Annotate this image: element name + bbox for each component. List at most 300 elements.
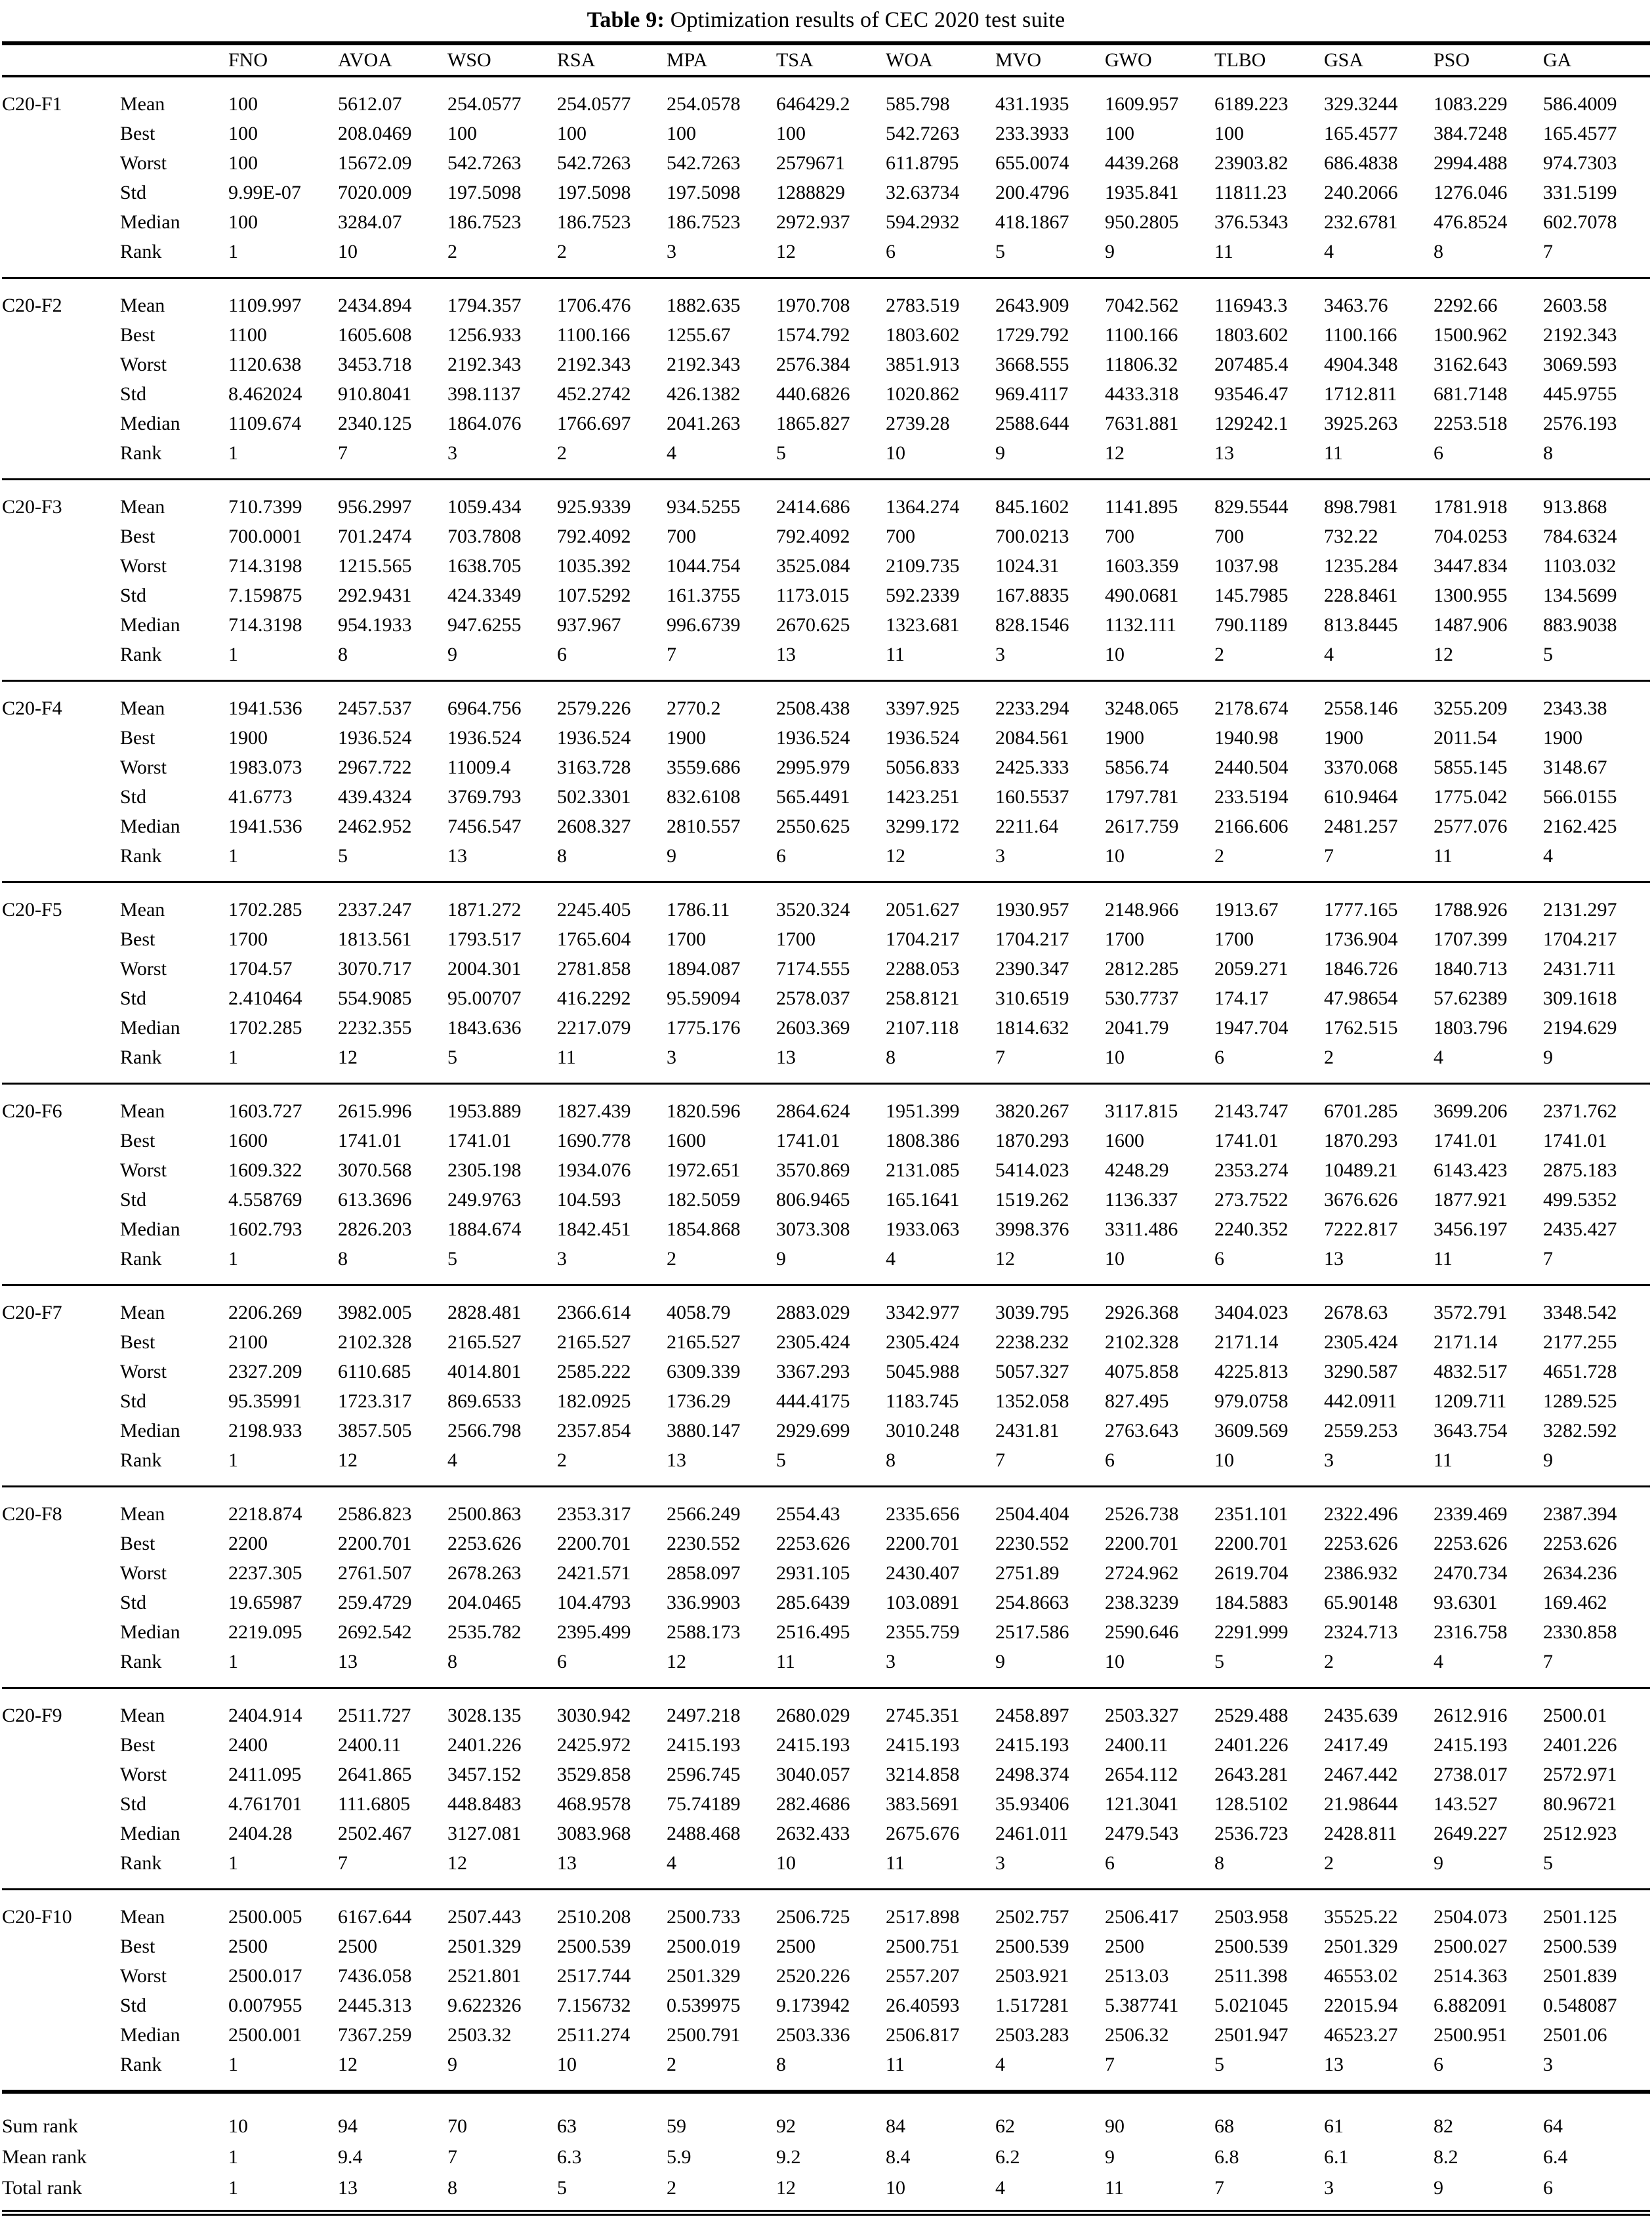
value-cell: 2401.226 xyxy=(1214,1734,1289,1756)
summary-value-cell: 84 xyxy=(886,2115,905,2137)
value-cell: 439.4324 xyxy=(338,786,412,808)
rank-cell: 8 xyxy=(886,1047,896,1068)
value-cell: 2617.759 xyxy=(1105,816,1179,837)
value-cell: 2588.644 xyxy=(995,413,1069,434)
value-cell: 1603.359 xyxy=(1105,555,1179,577)
table-row xyxy=(2,1730,1650,1760)
value-cell: 2200.701 xyxy=(338,1533,412,1554)
value-cell: 104.4793 xyxy=(557,1592,631,1613)
function-group-c20-f9 xyxy=(2,1688,1650,1890)
value-cell: 1741.01 xyxy=(447,1130,512,1151)
value-cell: 169.462 xyxy=(1543,1592,1607,1613)
table-row xyxy=(2,1185,1650,1214)
value-cell: 285.6439 xyxy=(776,1592,850,1613)
rank-cell: 1 xyxy=(228,845,238,867)
value-cell: 3456.197 xyxy=(1434,1218,1508,1240)
value-cell: 2500.005 xyxy=(228,1906,302,1928)
rank-cell: 11 xyxy=(886,1852,905,1874)
value-cell: 2649.227 xyxy=(1434,1823,1508,1844)
value-cell: 2102.328 xyxy=(338,1331,412,1353)
value-cell: 95.59094 xyxy=(667,987,741,1009)
table-row xyxy=(2,278,1650,321)
value-cell: 784.6324 xyxy=(1543,526,1617,547)
stat-label: Std xyxy=(120,383,147,405)
value-cell: 7042.562 xyxy=(1105,295,1179,316)
value-cell: 1209.711 xyxy=(1434,1390,1507,1412)
rank-cell: 13 xyxy=(667,1449,686,1471)
stat-label: Median xyxy=(120,2024,180,2046)
stat-label: Worst xyxy=(120,757,167,778)
value-cell: 4014.801 xyxy=(447,1361,522,1382)
rank-cell: 2 xyxy=(557,241,567,262)
value-cell: 2500.863 xyxy=(447,1503,522,1525)
value-cell: 2253.626 xyxy=(1543,1533,1617,1554)
value-cell: 792.4092 xyxy=(776,526,850,547)
value-cell: 5.387741 xyxy=(1105,1995,1179,2016)
value-cell: 2603.58 xyxy=(1543,295,1607,316)
value-cell: 2481.257 xyxy=(1324,816,1398,837)
value-cell: 5855.145 xyxy=(1434,757,1508,778)
value-cell: 1103.032 xyxy=(1543,555,1617,577)
stat-label: Median xyxy=(120,1621,180,1643)
rank-cell: 11 xyxy=(1434,1449,1453,1471)
value-cell: 2643.281 xyxy=(1214,1764,1289,1785)
value-cell: 2577.076 xyxy=(1434,816,1508,837)
rank-cell: 12 xyxy=(338,2054,358,2075)
rank-cell: 1 xyxy=(228,1449,238,1471)
value-cell: 950.2805 xyxy=(1105,211,1179,233)
value-cell: 2507.443 xyxy=(447,1906,522,1928)
function-group-c20-f1 xyxy=(2,76,1650,278)
rank-cell: 5 xyxy=(995,241,1005,262)
value-cell: 182.5059 xyxy=(667,1189,741,1211)
rank-cell: 5 xyxy=(1214,1651,1224,1672)
table-row xyxy=(2,350,1650,379)
value-cell: 32.63734 xyxy=(886,182,960,203)
value-cell: 2500.951 xyxy=(1434,2024,1508,2046)
rank-cell: 11 xyxy=(776,1651,795,1672)
value-cell: 2194.629 xyxy=(1543,1017,1617,1039)
value-cell: 2337.247 xyxy=(338,899,412,921)
value-cell: 3073.308 xyxy=(776,1218,850,1240)
value-cell: 1936.524 xyxy=(338,727,412,749)
value-cell: 2500.539 xyxy=(1543,1936,1617,1957)
value-cell: 2435.427 xyxy=(1543,1218,1617,1240)
value-cell: 197.5098 xyxy=(447,182,522,203)
spacer-cell xyxy=(1597,1848,1651,1890)
rank-cell: 4 xyxy=(1434,1651,1443,1672)
value-cell: 2171.14 xyxy=(1434,1331,1498,1353)
value-cell: 100 xyxy=(667,123,696,144)
value-cell: 1936.524 xyxy=(557,727,631,749)
value-cell: 2401.226 xyxy=(447,1734,522,1756)
value-cell: 1808.386 xyxy=(886,1130,960,1151)
value-cell: 145.7985 xyxy=(1214,585,1289,606)
value-cell: 1364.274 xyxy=(886,496,960,518)
value-cell: 233.3933 xyxy=(995,123,1069,144)
table-row xyxy=(2,1285,1650,1328)
value-cell: 1793.517 xyxy=(447,928,522,950)
value-cell: 0.539975 xyxy=(667,1995,741,2016)
value-cell: 1813.561 xyxy=(338,928,412,950)
value-cell: 2431.711 xyxy=(1543,958,1617,980)
value-cell: 7174.555 xyxy=(776,958,850,980)
value-cell: 2675.676 xyxy=(886,1823,960,1844)
rank-cell: 10 xyxy=(1105,1047,1125,1068)
summary-value-cell: 10 xyxy=(228,2115,248,2137)
table-row xyxy=(2,1647,1650,1688)
value-cell: 259.4729 xyxy=(338,1592,412,1613)
function-label xyxy=(2,640,120,681)
rank-cell: 5 xyxy=(1543,644,1553,665)
value-cell: 2680.029 xyxy=(776,1705,850,1726)
value-cell: 2615.996 xyxy=(338,1100,412,1122)
stat-label: Mean xyxy=(120,1503,165,1525)
value-cell: 1519.262 xyxy=(995,1189,1069,1211)
table-row xyxy=(2,1991,1650,2020)
value-cell: 143.527 xyxy=(1434,1793,1498,1815)
value-cell: 2415.193 xyxy=(886,1734,960,1756)
table-row xyxy=(2,178,1650,207)
value-cell: 611.8795 xyxy=(886,152,959,174)
rank-cell: 1 xyxy=(228,1248,238,1270)
value-cell: 2502.467 xyxy=(338,1823,412,1844)
value-cell: 424.3349 xyxy=(447,585,522,606)
summary-row xyxy=(2,2172,1650,2213)
rank-cell: 6 xyxy=(557,1651,567,1672)
spacer-cell xyxy=(1597,640,1651,681)
value-cell: 3070.717 xyxy=(338,958,412,980)
value-cell: 3070.568 xyxy=(338,1159,412,1181)
summary-value-cell: 9.2 xyxy=(776,2146,801,2168)
stat-label: Rank xyxy=(120,1248,162,1270)
value-cell: 6110.685 xyxy=(338,1361,411,1382)
stat-label: Std xyxy=(120,1995,147,2016)
value-cell: 2761.507 xyxy=(338,1562,412,1584)
value-cell: 2253.626 xyxy=(776,1533,850,1554)
value-cell: 100 xyxy=(228,123,258,144)
table-row xyxy=(2,480,1650,522)
function-label xyxy=(2,1529,120,1558)
value-cell: 499.5352 xyxy=(1543,1189,1617,1211)
function-label xyxy=(2,1013,120,1043)
value-cell: 1600 xyxy=(228,1130,268,1151)
value-cell: 2579.226 xyxy=(557,697,631,719)
rank-cell: 1 xyxy=(228,644,238,665)
value-cell: 2612.916 xyxy=(1434,1705,1508,1726)
value-cell: 714.3198 xyxy=(228,555,302,577)
value-cell: 2500.791 xyxy=(667,2024,741,2046)
value-cell: 806.9465 xyxy=(776,1189,850,1211)
function-group-c20-f4 xyxy=(2,681,1650,882)
rank-cell: 4 xyxy=(667,1852,676,1874)
value-cell: 0.548087 xyxy=(1543,1995,1617,2016)
stat-label: Std xyxy=(120,585,147,606)
value-cell: 2051.627 xyxy=(886,899,960,921)
rank-cell: 10 xyxy=(886,442,905,464)
value-cell: 2763.643 xyxy=(1105,1420,1179,1441)
value-cell: 2500.539 xyxy=(557,1936,631,1957)
value-cell: 827.495 xyxy=(1105,1390,1169,1412)
value-cell: 703.7808 xyxy=(447,526,522,547)
value-cell: 2554.43 xyxy=(776,1503,840,1525)
table-row xyxy=(2,1558,1650,1588)
value-cell: 2357.854 xyxy=(557,1420,631,1441)
value-cell: 2550.625 xyxy=(776,816,850,837)
table-row xyxy=(2,882,1650,925)
value-cell: 2828.481 xyxy=(447,1302,522,1323)
summary-value-cell: 92 xyxy=(776,2115,796,2137)
table-row xyxy=(2,1214,1650,1244)
value-cell: 310.6519 xyxy=(995,987,1069,1009)
value-cell: 2253.518 xyxy=(1434,413,1508,434)
stat-label: Worst xyxy=(120,958,167,980)
table-row xyxy=(2,1416,1650,1445)
stat-label: Std xyxy=(120,786,147,808)
table-row xyxy=(2,640,1650,681)
function-label xyxy=(2,1416,120,1445)
value-cell: 160.5537 xyxy=(995,786,1069,808)
summary-value-cell: 68 xyxy=(1214,2115,1234,2137)
value-cell: 646429.2 xyxy=(776,93,850,115)
value-cell: 832.6108 xyxy=(667,786,741,808)
value-cell: 1702.285 xyxy=(228,899,302,921)
value-cell: 1690.778 xyxy=(557,1130,631,1151)
rank-cell: 13 xyxy=(1324,2054,1344,2075)
value-cell: 2162.425 xyxy=(1543,816,1617,837)
stat-label: Mean xyxy=(120,1302,165,1323)
stat-label: Rank xyxy=(120,1651,162,1672)
value-cell: 2566.249 xyxy=(667,1503,741,1525)
stat-label: Mean xyxy=(120,93,165,115)
value-cell: 937.967 xyxy=(557,614,621,636)
value-cell: 732.22 xyxy=(1324,526,1378,547)
function-label xyxy=(2,1819,120,1848)
rank-cell: 9 xyxy=(447,644,457,665)
value-cell: 1638.705 xyxy=(447,555,522,577)
summary-value-cell: 8.2 xyxy=(1434,2146,1458,2168)
value-cell: 1323.681 xyxy=(886,614,960,636)
value-cell: 586.4009 xyxy=(1543,93,1617,115)
function-label xyxy=(2,2020,120,2050)
stat-label: Std xyxy=(120,182,147,203)
value-cell: 1854.868 xyxy=(667,1218,741,1240)
value-cell: 186.7523 xyxy=(557,211,631,233)
stat-label: Median xyxy=(120,211,180,233)
rank-cell: 8 xyxy=(557,845,567,867)
function-label: C20-F3 xyxy=(2,496,62,518)
summary-value-cell: 6 xyxy=(1543,2177,1553,2199)
value-cell: 6143.423 xyxy=(1434,1159,1508,1181)
value-cell: 2931.105 xyxy=(776,1562,850,1584)
value-cell: 1900 xyxy=(667,727,706,749)
rank-cell: 5 xyxy=(447,1248,457,1270)
value-cell: 2506.725 xyxy=(776,1906,850,1928)
value-cell: 1900 xyxy=(1105,727,1144,749)
value-cell: 1300.955 xyxy=(1434,585,1508,606)
value-cell: 7222.817 xyxy=(1324,1218,1398,1240)
rank-cell: 8 xyxy=(338,644,348,665)
summary-value-cell: 7 xyxy=(1214,2177,1224,2199)
spacer-cell xyxy=(1597,1445,1651,1487)
stat-label: Rank xyxy=(120,2054,162,2075)
rank-cell: 1 xyxy=(228,1651,238,1672)
value-cell: 1803.796 xyxy=(1434,1017,1508,1039)
summary-value-cell: 70 xyxy=(447,2115,467,2137)
value-cell: 2576.193 xyxy=(1543,413,1617,434)
function-label: C20-F2 xyxy=(2,295,62,316)
value-cell: 2192.343 xyxy=(667,354,741,375)
function-label xyxy=(2,2050,120,2092)
value-cell: 1972.651 xyxy=(667,1159,741,1181)
table-row xyxy=(2,1084,1650,1127)
value-cell: 2400 xyxy=(228,1734,268,1756)
value-cell: 4904.348 xyxy=(1324,354,1398,375)
rank-cell: 2 xyxy=(667,2054,676,2075)
value-cell: 3404.023 xyxy=(1214,1302,1289,1323)
value-cell: 2131.297 xyxy=(1543,899,1617,921)
value-cell: 700 xyxy=(667,526,696,547)
value-cell: 2245.405 xyxy=(557,899,631,921)
rank-cell: 13 xyxy=(776,644,796,665)
value-cell: 3857.505 xyxy=(338,1420,412,1441)
value-cell: 898.7981 xyxy=(1324,496,1398,518)
value-cell: 2501.125 xyxy=(1543,1906,1617,1928)
function-label xyxy=(2,438,120,480)
value-cell: 2529.488 xyxy=(1214,1705,1289,1726)
rank-cell: 10 xyxy=(338,241,358,262)
value-cell: 1781.918 xyxy=(1434,496,1508,518)
value-cell: 1487.906 xyxy=(1434,614,1508,636)
rank-cell: 7 xyxy=(1543,1651,1553,1672)
column-header-gwo: GWO xyxy=(1105,49,1152,71)
rank-cell: 2 xyxy=(557,1449,567,1471)
value-cell: 3348.542 xyxy=(1543,1302,1617,1323)
value-cell: 2511.274 xyxy=(557,2024,630,2046)
value-cell: 1741.01 xyxy=(338,1130,402,1151)
summary-value-cell: 62 xyxy=(995,2115,1015,2137)
value-cell: 2500.01 xyxy=(1543,1705,1607,1726)
value-cell: 3255.209 xyxy=(1434,697,1508,719)
value-cell: 476.8524 xyxy=(1434,211,1508,233)
value-cell: 2458.897 xyxy=(995,1705,1069,1726)
value-cell: 165.4577 xyxy=(1543,123,1617,144)
value-cell: 57.62389 xyxy=(1434,987,1508,1009)
value-cell: 790.1189 xyxy=(1214,614,1288,636)
value-cell: 9.622326 xyxy=(447,1995,522,2016)
value-cell: 233.5194 xyxy=(1214,786,1289,808)
rank-cell: 3 xyxy=(995,644,1005,665)
value-cell: 35.93406 xyxy=(995,1793,1069,1815)
value-cell: 2217.079 xyxy=(557,1017,631,1039)
rank-cell: 2 xyxy=(667,1248,676,1270)
rank-cell: 9 xyxy=(1543,1047,1553,1068)
value-cell: 5045.988 xyxy=(886,1361,960,1382)
value-cell: 2440.504 xyxy=(1214,757,1289,778)
value-cell: 2738.017 xyxy=(1434,1764,1508,1785)
table-row xyxy=(2,119,1650,148)
value-cell: 6701.285 xyxy=(1324,1100,1398,1122)
value-cell: 1736.29 xyxy=(667,1390,731,1412)
value-cell: 947.6255 xyxy=(447,614,522,636)
spacer-cell xyxy=(1597,237,1651,278)
value-cell: 613.3696 xyxy=(338,1189,412,1211)
column-header-tlbo: TLBO xyxy=(1214,49,1266,71)
value-cell: 2343.38 xyxy=(1543,697,1607,719)
rank-cell: 2 xyxy=(447,241,457,262)
value-cell: 2558.146 xyxy=(1324,697,1398,719)
value-cell: 2506.417 xyxy=(1105,1906,1179,1928)
value-cell: 2500 xyxy=(338,1936,377,1957)
value-cell: 2470.734 xyxy=(1434,1562,1508,1584)
value-cell: 2972.937 xyxy=(776,211,850,233)
function-group-c20-f10 xyxy=(2,1890,1650,2092)
value-cell: 2059.271 xyxy=(1214,958,1289,980)
column-header-gsa: GSA xyxy=(1324,49,1364,71)
value-cell: 329.3244 xyxy=(1324,93,1398,115)
value-cell: 2566.798 xyxy=(447,1420,522,1441)
rank-cell: 8 xyxy=(1543,442,1553,464)
value-cell: 134.5699 xyxy=(1543,585,1617,606)
value-cell: 3040.057 xyxy=(776,1764,850,1785)
value-cell: 3028.135 xyxy=(447,1705,522,1726)
value-cell: 1289.525 xyxy=(1543,1390,1617,1412)
value-cell: 2415.193 xyxy=(776,1734,850,1756)
table-row xyxy=(2,320,1650,350)
summary-value-cell: 6.8 xyxy=(1214,2146,1239,2168)
value-cell: 3010.248 xyxy=(886,1420,960,1441)
value-cell: 2339.469 xyxy=(1434,1503,1508,1525)
value-cell: 7.159875 xyxy=(228,585,302,606)
value-cell: 1953.889 xyxy=(447,1100,522,1122)
rank-cell: 6 xyxy=(776,845,786,867)
value-cell: 2131.085 xyxy=(886,1159,960,1181)
rank-cell: 10 xyxy=(776,1852,796,1874)
table-row xyxy=(2,753,1650,782)
value-cell: 2678.263 xyxy=(447,1562,522,1584)
column-header-fno: FNO xyxy=(228,49,268,71)
summary-value-cell: 5.9 xyxy=(667,2146,692,2168)
value-cell: 2353.317 xyxy=(557,1503,631,1525)
value-cell: 1723.317 xyxy=(338,1390,412,1412)
value-cell: 542.7263 xyxy=(447,152,522,174)
value-cell: 1.517281 xyxy=(995,1995,1069,2016)
value-cell: 100 xyxy=(228,93,258,115)
rank-cell: 3 xyxy=(667,1047,676,1068)
value-cell: 4433.318 xyxy=(1105,383,1179,405)
summary-value-cell: 11 xyxy=(1105,2177,1124,2199)
table-row xyxy=(2,1487,1650,1529)
value-cell: 828.1546 xyxy=(995,614,1069,636)
summary-row xyxy=(2,2142,1650,2172)
rank-cell: 11 xyxy=(1434,1248,1453,1270)
value-cell: 376.5343 xyxy=(1214,211,1289,233)
value-cell: 2514.363 xyxy=(1434,1965,1508,1987)
value-cell: 2415.193 xyxy=(1434,1734,1508,1756)
function-label: C20-F6 xyxy=(2,1100,62,1122)
summary-value-cell: 59 xyxy=(667,2115,686,2137)
value-cell: 1940.98 xyxy=(1214,727,1279,749)
table-row xyxy=(2,954,1650,984)
value-cell: 4075.858 xyxy=(1105,1361,1179,1382)
value-cell: 254.8663 xyxy=(995,1592,1069,1613)
value-cell: 2177.255 xyxy=(1543,1331,1617,1353)
value-cell: 2109.735 xyxy=(886,555,960,577)
stat-label: Std xyxy=(120,987,147,1009)
stat-label: Worst xyxy=(120,555,167,577)
summary-row xyxy=(2,2092,1650,2142)
value-cell: 1500.962 xyxy=(1434,324,1508,346)
